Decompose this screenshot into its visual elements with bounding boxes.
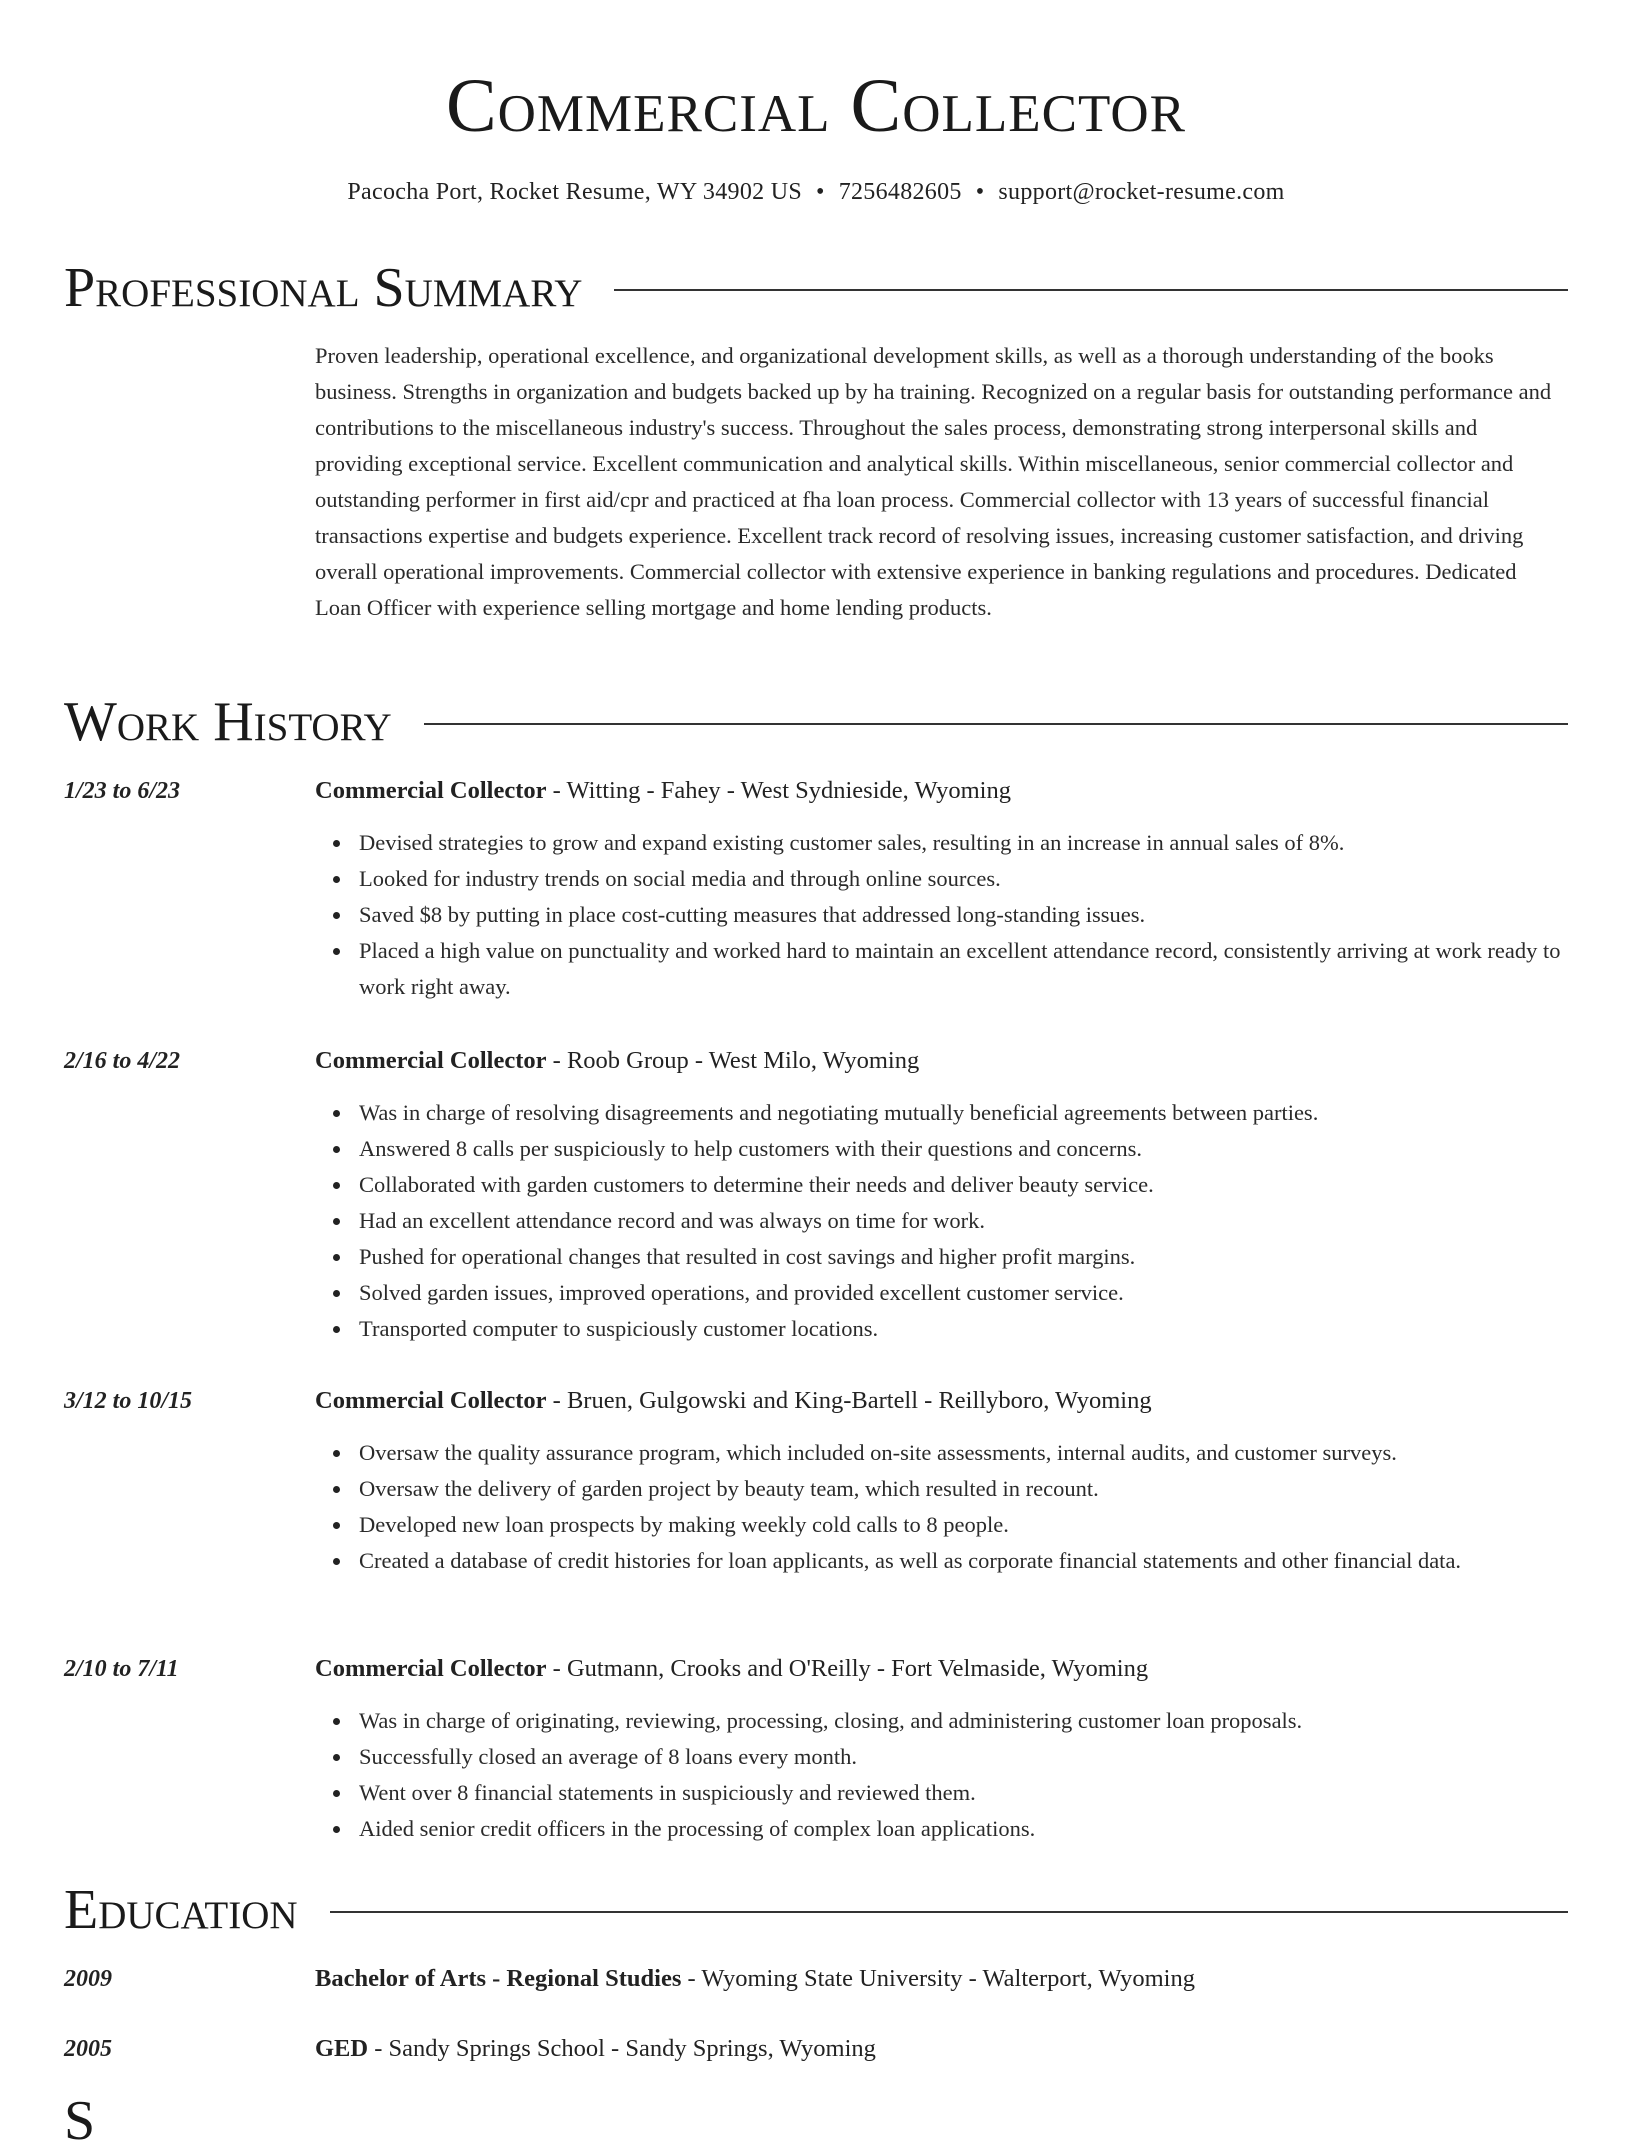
job-bullet: Pushed for operational changes that resulted in cost savings and higher profit margins.: [359, 1239, 1568, 1275]
education-school: - Wyoming State University - Walterport, Wyoming: [681, 1965, 1195, 1992]
job-bullets: [315, 1703, 1568, 1847]
work-history-heading: Work History: [64, 691, 392, 753]
job-bullet: Saved $8 by putting in place cost-cutting measures that addressed long-standing issues.: [359, 897, 1568, 933]
job-employer: - Gutmann, Crooks and O'Reilly - Fort Velmaside, Wyoming: [546, 1655, 1149, 1682]
job-title: Commercial Collector: [315, 1047, 547, 1074]
education-degree: Bachelor of Arts - Regional Studies: [315, 1965, 682, 1992]
job-bullet: Developed new loan prospects by making weekly cold calls to 8 people.: [359, 1507, 1568, 1543]
job-bullet: Had an excellent attendance record and was always on time for work.: [359, 1203, 1568, 1239]
section-divider: [424, 723, 1568, 725]
phone: 7256482605: [838, 179, 962, 205]
job-title-line: [315, 1043, 1568, 1079]
job-bullet: Was in charge of originating, reviewing, processing, closing, and administering customer loan proposals.: [359, 1703, 1568, 1739]
job-title: Commercial Collector: [315, 1655, 547, 1682]
contact-line: [0, 174, 1632, 210]
job-bullet: Solved garden issues, improved operations, and provided excellent customer service.: [359, 1275, 1568, 1311]
job-dates: 3/12 to 10/15: [64, 1388, 193, 1414]
job-bullet: Aided senior credit officers in the processing of complex loan applications.: [359, 1811, 1568, 1847]
job-bullet: Looked for industry trends on social media and through online sources.: [359, 861, 1568, 897]
job-bullets: [315, 1435, 1568, 1579]
summary-section-header: [64, 255, 1568, 321]
job-bullet: Oversaw the quality assurance program, which included on-site assessments, internal audits, and customer surveys.: [359, 1435, 1568, 1471]
job-bullet: Placed a high value on punctuality and worked hard to maintain an excellent attendance record, consistently arriving at work ready to work right away.: [359, 933, 1568, 1005]
job-title: Commercial Collector: [315, 1387, 547, 1414]
education-section-header: [64, 1877, 1568, 1943]
contact-separator: •: [816, 179, 825, 205]
address: Pacocha Port, Rocket Resume, WY 34902 US: [347, 179, 802, 205]
education-year: 2009: [64, 1966, 112, 1992]
job-bullet: Successfully closed an average of 8 loans every month.: [359, 1739, 1568, 1775]
contact-separator: •: [975, 179, 985, 205]
job-title-line: [315, 1651, 1568, 1687]
education-year: 2005: [64, 2036, 112, 2062]
job-title-line: [315, 773, 1568, 809]
summary-text: Proven leadership, operational excellence, and organizational development skills, as well as a thorough understanding of the books business. Strengths in organization and budgets backed up by ha training. Recognized on a regular basis for outstanding performance and contributions to the miscellaneous industry's success. Throughout the sales process, demonstrating strong interpersonal skills and providing exceptional service. Excellent communication and analytical skills. Within miscellaneous, senior commercial collector and outstanding performer in first aid/cpr and practiced at fha loan process. Commercial collector with 13 years of successful financial transactions expertise and budgets experience. Excellent track record of resolving issues, increasing customer satisfaction, and driving overall operational improvements. Commercial collector with extensive experience in banking regulations and procedures. Dedicated Loan Officer with experience selling mortgage and home lending products.: [315, 343, 1552, 620]
job-bullets: [315, 1095, 1568, 1347]
job-bullet: Oversaw the delivery of garden project by beauty team, which resulted in recount.: [359, 1471, 1568, 1507]
job-bullet: Transported computer to suspiciously customer locations.: [359, 1311, 1568, 1347]
job-employer: - Witting - Fahey - West Sydnieside, Wyoming: [546, 777, 1011, 804]
job-bullet: Devised strategies to grow and expand existing customer sales, resulting in an increase in annual sales of 8%.: [359, 825, 1568, 861]
education-degree: GED: [315, 2035, 369, 2062]
job-bullet: Went over 8 financial statements in suspiciously and reviewed them.: [359, 1775, 1568, 1811]
job-title-line: [315, 1383, 1568, 1419]
job-employer: - Roob Group - West Milo, Wyoming: [546, 1047, 920, 1074]
next-section-heading-partial: S: [64, 2090, 96, 2152]
job-dates: 2/10 to 7/11: [64, 1656, 179, 1682]
job-bullet: Answered 8 calls per suspiciously to help customers with their questions and concerns.: [359, 1131, 1568, 1167]
job-dates: 2/16 to 4/22: [64, 1048, 181, 1074]
email: support@rocket-resume.com: [998, 179, 1285, 205]
job-bullet: Was in charge of resolving disagreements and negotiating mutually beneficial agreements between parties.: [359, 1095, 1568, 1131]
resume-name: Commercial Collector: [445, 64, 1187, 148]
job-bullets: [315, 825, 1568, 1005]
education-line: [315, 1961, 1568, 1997]
job-dates: 1/23 to 6/23: [64, 778, 181, 804]
education-line: [315, 2031, 1568, 2067]
job-title: Commercial Collector: [315, 777, 547, 804]
work-history-section-header: [64, 689, 1568, 755]
education-school: - Sandy Springs School - Sandy Springs, Wyoming: [368, 2035, 876, 2062]
job-bullet: Collaborated with garden customers to determine their needs and deliver beauty service.: [359, 1167, 1568, 1203]
job-bullet: Created a database of credit histories for loan applicants, as well as corporate financial statements and other financial data.: [359, 1543, 1568, 1579]
job-employer: - Bruen, Gulgowski and King-Bartell - Reillyboro, Wyoming: [546, 1387, 1152, 1414]
summary-heading: Professional Summary: [64, 257, 583, 319]
education-heading: Education: [64, 1879, 298, 1941]
section-divider: [330, 1911, 1568, 1913]
section-divider: [614, 289, 1568, 291]
